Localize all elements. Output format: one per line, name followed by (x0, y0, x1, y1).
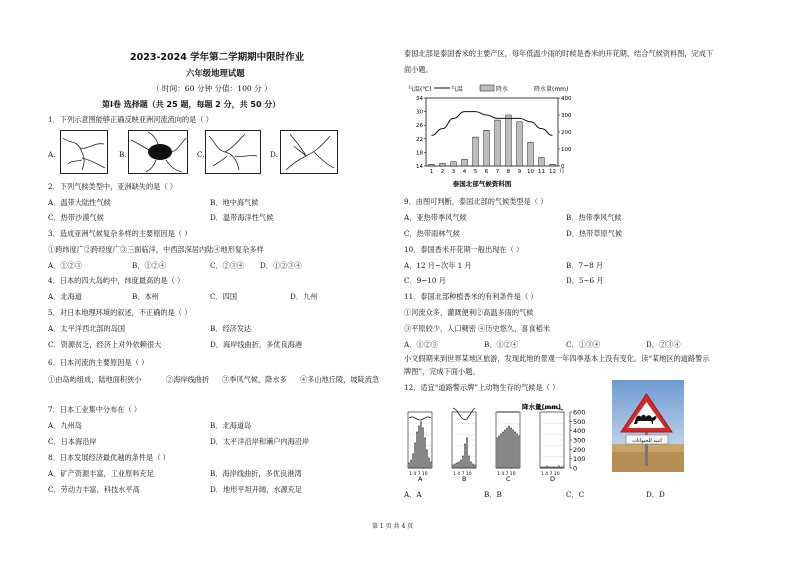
precip-bar (517, 122, 523, 166)
precip-bar (420, 422, 421, 468)
left-tick-label: 26 (416, 123, 423, 130)
q1-map-a (60, 130, 108, 174)
q10-stem: 10．泰国香米开花期一般出现在（ ） (404, 245, 524, 254)
panel-label: A (418, 475, 423, 482)
q7-option-c[interactable]: C．日本海沿岸 (48, 437, 97, 446)
right-tick-label: 200 (561, 130, 572, 136)
precip-bar (451, 162, 457, 166)
month-label: 6 (484, 169, 489, 175)
precip-bar (548, 467, 549, 468)
precip-bar (458, 462, 459, 468)
q8-stem: 8．日本发展经济最优越的条件是（ ） (48, 453, 170, 462)
q12-option-b[interactable]: B．B (484, 490, 502, 499)
precip-bar (516, 434, 517, 468)
q2-option-d[interactable]: D．温带海洋性气候 (210, 213, 274, 222)
precip-bar (440, 163, 446, 166)
q12-option-d[interactable]: D．D (646, 490, 665, 499)
month-label: 12 (549, 169, 556, 175)
q9-option-d[interactable]: D．热带草原气候 (566, 229, 623, 238)
right-tick-label: 400 (561, 96, 572, 102)
precip-tick-label: 300 (573, 436, 586, 445)
precip-bar (552, 467, 553, 468)
q9-stem: 9．由图可判断，泰国北部的气候类型是（ ） (404, 197, 548, 206)
precip-axis-label: 降水量(mm) (522, 403, 561, 411)
precip-bar (416, 432, 417, 468)
precip-bar (454, 464, 455, 468)
q3-stem: 3．造成亚洲气候复杂多样的主要原因是（ ） (48, 229, 192, 238)
time-info: （ 时间：60 分钟 分值：100 分 ） (152, 84, 272, 93)
precip-bar (554, 467, 555, 468)
precip-bar (502, 432, 503, 468)
left-tick-label: 34 (416, 96, 423, 102)
precip-bar (512, 430, 513, 468)
legend-temperature: 气温 (451, 86, 464, 93)
chart-title: 泰国北部气候资料图 (452, 180, 512, 188)
x-unit-label: 月 (559, 169, 565, 175)
q10-option-a[interactable]: A．12 月~次年 1 月 (404, 261, 472, 270)
q7-stem: 7．日本工业集中分布在（ ） (48, 405, 142, 414)
precip-bar (562, 467, 563, 468)
q6-item-4: ④多山地丘陵，坡陡流急 (300, 375, 380, 384)
q6-item-1: ①由岛屿组成，陆地面积狭小 (48, 375, 142, 384)
q11-items-1: ①河流众多，灌溉便利②高温多雨的气候 (404, 308, 534, 317)
panel-label: C (506, 475, 511, 482)
q4-stem: 4．日本的四大岛屿中，纬度最高的是（ ） (48, 276, 185, 285)
q4-option-b[interactable]: B．本州 (132, 292, 159, 301)
precip-bar (468, 456, 469, 468)
month-label: 5 (473, 169, 478, 175)
left-axis-label: 气温(℃) (408, 86, 432, 93)
precip-bar (510, 428, 511, 468)
q3-option-b[interactable]: B．①②④ (132, 261, 167, 270)
precip-bar (544, 467, 545, 468)
precip-bar (428, 458, 429, 468)
month-label: 11 (538, 169, 545, 175)
q7-option-b[interactable]: B．北海道岛 (210, 421, 252, 430)
climate-charts-abcd (404, 398, 606, 482)
precip-bar (456, 463, 457, 468)
precip-bar (542, 467, 543, 468)
precip-bar (496, 438, 497, 468)
precip-bar (452, 465, 453, 468)
month-label: 8 (506, 169, 511, 175)
precip-bar (430, 462, 431, 468)
q10-option-d[interactable]: D．5~6 月 (566, 276, 604, 285)
q8-option-d[interactable]: D．地形平坦开阔，水源充足 (210, 485, 303, 494)
q8-option-b[interactable]: B．海岸线曲折，多优良港湾 (210, 469, 302, 478)
q9-option-a[interactable]: A．亚热带季风气候 (404, 213, 467, 222)
precip-bar (418, 426, 419, 468)
q7-option-a[interactable]: A．九州岛 (48, 421, 82, 430)
precip-bar (473, 137, 479, 166)
precip-bar (558, 466, 559, 468)
sign-plate-text: انتبه للحيوانات (632, 438, 662, 444)
left-tick-label: 22 (416, 136, 423, 143)
left-tick-label: 30 (416, 109, 423, 116)
month-label: 9 (517, 169, 522, 175)
precip-bar (500, 434, 501, 468)
climate-panel (496, 412, 520, 482)
left-tick-label: 14 (416, 164, 423, 170)
q1-label-b: B. (119, 150, 127, 159)
q3-option-c[interactable]: C．②③④ (210, 261, 245, 270)
precip-bar (466, 438, 467, 468)
page-number: 第 1 页 共 4 页 (372, 523, 414, 530)
precip-tick-label: 200 (573, 445, 586, 454)
intro2-line-2: 牌图”，完成下面小题。 (404, 367, 480, 376)
precip-bar (422, 428, 423, 468)
q9-option-c[interactable]: C．热带雨林气候 (404, 229, 460, 238)
right-tick-label: 0 (561, 164, 565, 170)
q11-items-2: ③平原较少，人口稠密 ④历史悠久，喜食稻米 (404, 324, 551, 333)
section-heading: 第Ⅰ卷 选择题（共 25 题，每题 2 分，共 50 分） (102, 100, 281, 109)
precip-bar (460, 460, 461, 468)
q5-option-b[interactable]: B．经济发达 (210, 324, 252, 333)
intro-line-1: 泰国北部是泰国香米的主要产区，每年低温少雨的时候是香米的开花期，结合气候资料图，完成下 (404, 49, 714, 58)
precip-bar (472, 464, 473, 468)
q12-option-c[interactable]: C．C (566, 490, 585, 499)
precip-bar (550, 164, 556, 166)
q3-option-d[interactable]: D．①②③④ (260, 261, 302, 270)
panel-label: B (462, 475, 467, 482)
precip-bar (498, 436, 499, 468)
precip-bar (410, 460, 411, 468)
climate-panel (408, 412, 432, 482)
precip-bar (540, 467, 541, 468)
q8-option-a[interactable]: A．矿产资源丰富，工业原料充足 (48, 469, 154, 478)
precip-bar (429, 164, 435, 166)
q10-option-b[interactable]: B．7~8 月 (566, 261, 604, 270)
x-tick-labels: 1 4 7 10 (497, 472, 516, 477)
right-tick-label: 300 (561, 113, 572, 119)
q2-option-c[interactable]: C．热带沙漠气候 (48, 213, 104, 222)
q4-option-d[interactable]: D．九州 (290, 292, 318, 301)
panel-label: D (550, 475, 556, 482)
precip-bar (504, 430, 505, 468)
x-tick-labels: 1 4 7 10 (453, 472, 472, 477)
precip-bar (464, 444, 465, 468)
q11-option-a[interactable]: A．①②③ (404, 340, 438, 349)
q1-map-b (128, 130, 188, 174)
temperature-line (432, 112, 553, 136)
precip-bar (484, 130, 490, 166)
precip-bar (426, 450, 427, 468)
month-label: 10 (527, 169, 534, 175)
precip-bar (514, 432, 515, 468)
q2-option-a[interactable]: A．温带大陆性气候 (48, 198, 111, 207)
month-label: 1 (429, 169, 434, 175)
q4-option-c[interactable]: C．四国 (210, 292, 238, 301)
x-tick-labels: 1 4 7 10 (409, 472, 428, 477)
q3-option-a[interactable]: A．①②③ (48, 261, 82, 270)
exam-title: 2023-2024 学年第二学期期中限时作业 (130, 52, 305, 63)
q12-stem: 12．适宜“道路警示牌”上动物生存的气候是（ ） (404, 383, 560, 392)
x-tick-labels: 1 4 7 10 (541, 472, 560, 477)
precip-bar (462, 456, 463, 468)
precip-tick-label: 100 (573, 455, 586, 464)
q1-map-c (205, 130, 261, 174)
climate-panel (452, 408, 476, 482)
q6-item-3: ③季风气候，降水多 (222, 375, 287, 384)
precip-bar (462, 159, 468, 166)
q6-item-2: ②海岸线曲折 (166, 375, 210, 384)
precip-bar (506, 115, 512, 166)
q1-label-d: D. (270, 150, 278, 159)
precip-bar (539, 158, 545, 167)
q5-option-c[interactable]: C．资源贫乏，经济上对外依赖很大 (48, 340, 162, 349)
precip-bar (528, 142, 534, 166)
intro-line-2: 面小题。 (404, 65, 433, 74)
exam-subtitle: 六年级地理试题 (186, 68, 245, 78)
precip-bar (506, 428, 507, 468)
q8-option-c[interactable]: C．劳动力丰富，科技水平高 (48, 485, 140, 494)
q4-option-a[interactable]: A．北海道 (48, 292, 82, 301)
month-label: 2 (440, 169, 445, 175)
q2-option-b[interactable]: B．地中海气候 (210, 198, 259, 207)
q5-stem: 5．对日本地理环境的叙述，不正确的是（ ） (48, 308, 192, 317)
precip-bar (508, 426, 509, 468)
q2-stem: 2．下列气候类型中，亚洲缺失的是（ ） (48, 182, 178, 191)
precip-bar (550, 467, 551, 468)
q10-option-c[interactable]: C．9~10 月 (404, 276, 446, 285)
right-tick-label: 100 (561, 147, 572, 153)
month-label: 3 (451, 169, 456, 175)
q3-items: ①跨纬度广②跨经度广③三面临洋，中西部深居内陆④地形复杂多样 (48, 245, 264, 254)
intro2-line-1: 小文假期来到世界某地区旅游，发现此地的景观一年四季基本上没有变化。读“某地区的道路警示 (404, 354, 710, 363)
precip-tick-label: 500 (573, 417, 586, 426)
q11-stem: 11．泰国北部种植香米的有利条件是（ ） (404, 292, 538, 301)
precip-bar (414, 443, 415, 468)
precip-bar (546, 466, 547, 468)
q1-label-c: C. (197, 150, 205, 159)
precip-tick-label: 0 (573, 464, 578, 473)
chart-plot-frame (426, 98, 558, 166)
q11-option-b[interactable]: B．①②④ (484, 340, 519, 349)
right-axis-label: 降水量(mm) (534, 86, 569, 93)
precip-bar (495, 120, 501, 166)
climate-panel (540, 408, 564, 482)
thailand-climate-chart (402, 78, 582, 190)
camel-warning-sign-photo (612, 380, 684, 472)
precip-bar (424, 438, 425, 468)
precip-tick-label: 600 (573, 408, 586, 417)
precip-bar (518, 436, 519, 468)
precip-bar (470, 462, 471, 468)
q6-stem: 6．日本河流的主要原因是（ ） (48, 358, 149, 367)
precip-bar (556, 467, 557, 468)
q1-label-a: A. (48, 150, 56, 159)
q9-option-b[interactable]: B．热带季风气候 (566, 213, 622, 222)
precip-tick-label: 400 (573, 427, 586, 436)
legend-precipitation: 降水 (496, 86, 509, 93)
q5-option-a[interactable]: A．太平洋西北部的岛国 (48, 324, 126, 333)
q5-option-d[interactable]: D．海岸线曲折，多优良海港 (210, 340, 303, 349)
left-tick-label: 18 (416, 150, 423, 157)
precip-bar (560, 467, 561, 468)
q7-option-d[interactable]: D．太平洋沿岸和濑户内海沿岸 (210, 437, 310, 446)
precip-bar (408, 463, 409, 468)
q11-option-d[interactable]: D．②③④ (646, 340, 681, 349)
month-label: 7 (495, 169, 500, 175)
q1-map-d (280, 130, 338, 174)
q1-stem: 1．下列示意图能够正确反映亚洲河流流向的是（ ） (48, 115, 213, 124)
q11-option-c[interactable]: C．①③④ (566, 340, 601, 349)
month-label: 4 (462, 169, 467, 175)
precip-bar (412, 454, 413, 468)
panel-frame (540, 412, 564, 468)
precip-bar (474, 465, 475, 468)
q12-option-a[interactable]: A．A (404, 490, 422, 499)
panel-frame (452, 412, 476, 468)
